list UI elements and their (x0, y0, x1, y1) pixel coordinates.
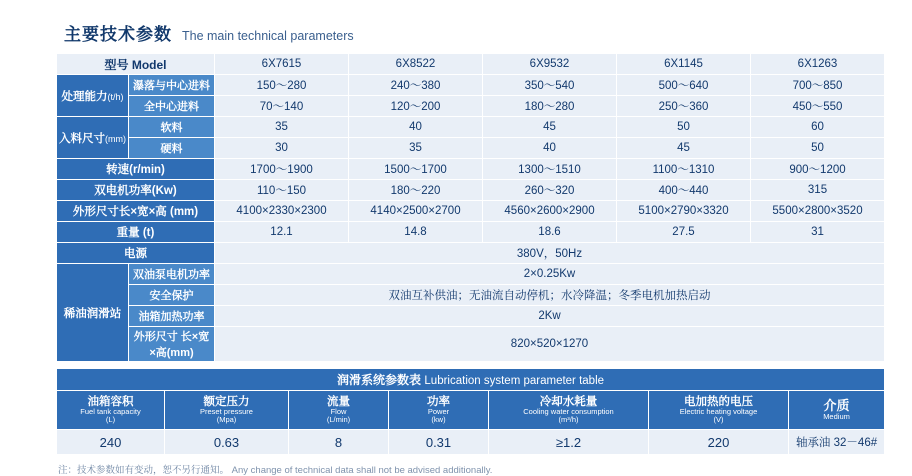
cell: 350～540 (483, 75, 617, 96)
cell: 60 (751, 117, 885, 138)
specification-table (56, 53, 885, 362)
table-row (57, 96, 885, 117)
cell: 8 (289, 430, 389, 455)
table-row (57, 117, 885, 138)
page-title (64, 20, 884, 45)
cell: 1100～1310 (617, 159, 751, 180)
lubrication-caption-cn: 润滑系统参数表 (337, 373, 422, 387)
cell-merged: 2Kw (215, 306, 885, 327)
lubrication-caption (57, 369, 885, 391)
model-cell-3: 6X9532 (483, 54, 617, 75)
row-label-feed-size: 入料尺寸(mm) (57, 117, 129, 159)
cell: 18.6 (483, 222, 617, 243)
lubrication-caption-en: Lubrication system parameter table (424, 375, 605, 387)
col-header-flow: 流量 Flow (L/min) (289, 391, 389, 430)
cell: ≥1.2 (489, 430, 649, 455)
cell: 0.31 (389, 430, 489, 455)
table-row (57, 138, 885, 159)
col-header-medium: 介质 Medium (789, 391, 885, 430)
table-row (57, 285, 885, 306)
table-row-header (57, 54, 885, 75)
table-row (57, 306, 885, 327)
cell: 轴承油 32－46# (789, 430, 885, 455)
row-sublabel: 油箱加热功率 (129, 306, 215, 327)
col-header-preset-pressure: 额定压力 Preset pressure (Mpa) (165, 391, 289, 430)
cell: 240～380 (349, 75, 483, 96)
row-sublabel: 安全保护 (129, 285, 215, 306)
cell: 45 (617, 138, 751, 159)
cell: 180～280 (483, 96, 617, 117)
cell: 50 (617, 117, 751, 138)
row-label-capacity: 处理能力(t/h) (57, 75, 129, 117)
model-cell-1: 6X7615 (215, 54, 349, 75)
table-row (57, 243, 885, 264)
row-sublabel: 双油泵电机功率 (129, 264, 215, 285)
cell: 30 (215, 138, 349, 159)
cell: 315 (751, 180, 885, 201)
model-cell-2: 6X8522 (349, 54, 483, 75)
cell: 4100×2330×2300 (215, 201, 349, 222)
footnote (58, 462, 884, 476)
cell-merged: 380V，50Hz (215, 243, 885, 264)
row-label-lubrication-station: 稀油润滑站 (57, 264, 129, 362)
cell: 70～140 (215, 96, 349, 117)
col-header-power: 功率 Power (kw) (389, 391, 489, 430)
cell: 1700～1900 (215, 159, 349, 180)
page-title-cn: 主要技术参数 (64, 25, 172, 44)
page-title-en: The main technical parameters (182, 29, 354, 43)
row-label-motor-power: 双电机功率(Kw) (57, 180, 215, 201)
cell: 110～150 (215, 180, 349, 201)
col-header-cooling-water-consumption: 冷却水耗量 Cooling water consumption (m³/h) (489, 391, 649, 430)
cell: 180～220 (349, 180, 483, 201)
cell: 250～360 (617, 96, 751, 117)
cell: 400～440 (617, 180, 751, 201)
footnote-en: Any change of technical data shall not be advised additionally. (231, 465, 493, 476)
table-row (57, 430, 885, 455)
cell: 4140×2500×2700 (349, 201, 483, 222)
table-row (57, 264, 885, 285)
cell: 240 (57, 430, 165, 455)
cell: 450～550 (751, 96, 885, 117)
cell: 1500～1700 (349, 159, 483, 180)
cell: 0.63 (165, 430, 289, 455)
table-row (57, 201, 885, 222)
cell-merged: 2×0.25Kw (215, 264, 885, 285)
model-cell-5: 6X1263 (751, 54, 885, 75)
table-row (57, 327, 885, 362)
model-cell-4: 6X1145 (617, 54, 751, 75)
cell: 35 (215, 117, 349, 138)
row-label-speed: 转速(r/min) (57, 159, 215, 180)
row-label-power-supply: 电源 (57, 243, 215, 264)
cell: 50 (751, 138, 885, 159)
row-sublabel: 全中心进料 (129, 96, 215, 117)
cell: 4560×2600×2900 (483, 201, 617, 222)
cell: 1300～1510 (483, 159, 617, 180)
table-row (57, 75, 885, 96)
cell: 40 (349, 117, 483, 138)
cell: 45 (483, 117, 617, 138)
col-header-electric-heating-voltage: 电加热的电压 Electric heating voltage (V) (649, 391, 789, 430)
table-row-header (57, 391, 885, 430)
cell: 500～640 (617, 75, 751, 96)
row-sublabel: 硬料 (129, 138, 215, 159)
cell: 220 (649, 430, 789, 455)
cell: 150～280 (215, 75, 349, 96)
table-row-caption (57, 369, 885, 391)
cell: 27.5 (617, 222, 751, 243)
table-row (57, 159, 885, 180)
cell-merged: 双油互补供油；无油流自动停机；水冷降温；冬季电机加热启动 (215, 285, 885, 306)
cell: 40 (483, 138, 617, 159)
cell: 5500×2800×3520 (751, 201, 885, 222)
cell: 900～1200 (751, 159, 885, 180)
row-sublabel: 软料 (129, 117, 215, 138)
row-label-weight: 重量 (t) (57, 222, 215, 243)
row-label-dimensions: 外形尺寸长×宽×高 (mm) (57, 201, 215, 222)
lubrication-parameter-table (56, 368, 885, 455)
col-header-fuel-tank-capacity: 油箱容积 Fuel tank capacity (L) (57, 391, 165, 430)
cell: 35 (349, 138, 483, 159)
cell: 260～320 (483, 180, 617, 201)
table-row (57, 180, 885, 201)
cell: 700～850 (751, 75, 885, 96)
row-sublabel: 瀑落与中心进料 (129, 75, 215, 96)
footnote-cn: 注：技术参数如有变动，恕不另行通知。 (58, 465, 230, 476)
table-row (57, 222, 885, 243)
cell: 120～200 (349, 96, 483, 117)
row-sublabel: 外形尺寸 长×宽×高(mm) (129, 327, 215, 362)
cell: 5100×2790×3320 (617, 201, 751, 222)
cell: 14.8 (349, 222, 483, 243)
model-header-cell: 型号 Model (57, 54, 215, 75)
cell: 31 (751, 222, 885, 243)
cell: 12.1 (215, 222, 349, 243)
cell-merged: 820×520×1270 (215, 327, 885, 362)
